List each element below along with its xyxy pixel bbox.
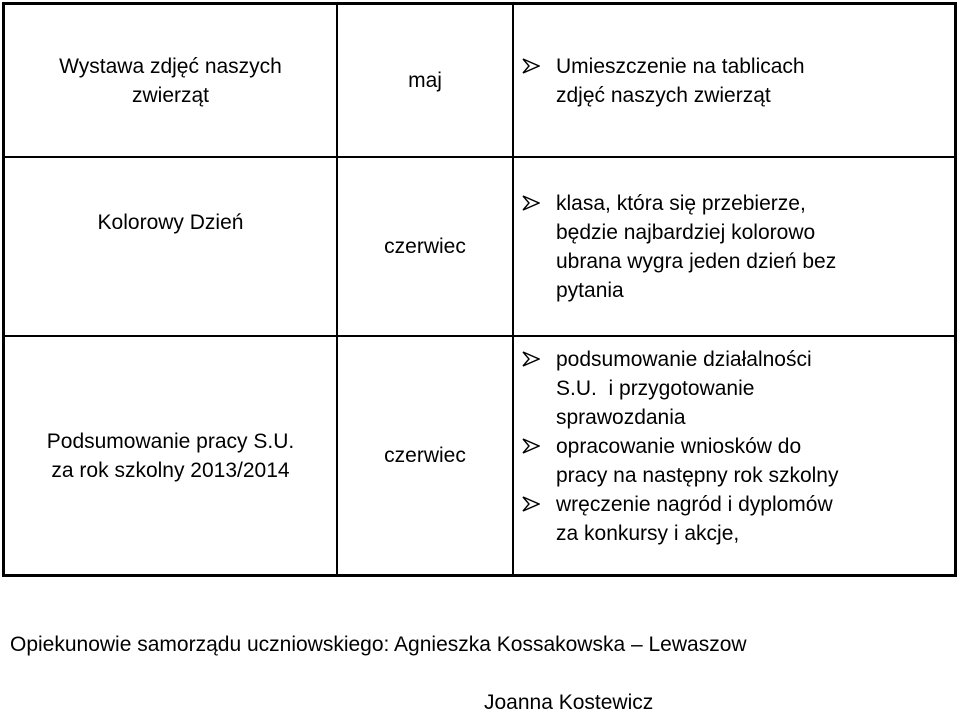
guardians-line: Opiekunowie samorządu uczniowskiego: Agnieszka Kossakowska – Lewaszow — [10, 633, 747, 656]
description-line: pracy na następny rok szkolny — [556, 464, 839, 487]
event-name-cell — [4, 336, 337, 575]
description-line: wręczenie nagród i dyplomów — [556, 493, 833, 516]
month-cell — [337, 336, 513, 575]
description-list — [556, 189, 942, 305]
list-item — [556, 345, 942, 432]
description-line: sprawozdania — [556, 406, 686, 429]
month-label: czerwiec — [384, 444, 466, 467]
description-line: klasa, która się przebierze, — [556, 191, 806, 215]
month-cell — [337, 157, 513, 336]
description-list — [556, 345, 942, 548]
events-table-body — [4, 4, 955, 575]
event-name-cell — [4, 157, 337, 336]
guardian-second-name: Joanna Kostewicz — [484, 691, 654, 714]
list-item — [556, 490, 942, 548]
events-table — [2, 2, 957, 577]
description-line: za konkursy i akcje, — [556, 522, 740, 545]
description-line: zdjęć naszych zwierząt — [556, 83, 771, 107]
description-line: będzie najbardziej kolorowo — [556, 220, 816, 244]
table-row — [4, 4, 955, 157]
list-item — [556, 189, 942, 305]
month-cell — [337, 4, 513, 157]
event-name-line: Kolorowy Dzień — [97, 211, 244, 234]
list-item — [556, 52, 942, 110]
arrowhead-bullet-icon — [522, 52, 540, 81]
event-name-line: Wystawa zdjęć naszych — [59, 54, 282, 78]
arrowhead-bullet-icon — [522, 490, 540, 519]
description-line: opracowanie wniosków do — [556, 435, 802, 458]
description-line: S.U. i przygotowanie — [556, 377, 755, 400]
table-row — [4, 157, 955, 336]
event-name-line: Podsumowanie pracy S.U. — [46, 429, 295, 453]
month-label: czerwiec — [384, 235, 466, 258]
description-list — [556, 52, 942, 110]
description-line: podsumowanie działalności — [556, 348, 812, 371]
event-name-cell — [4, 4, 337, 157]
event-name-line: za rok szkolny 2013/2014 — [51, 458, 290, 482]
event-name-line: zwierząt — [131, 83, 210, 107]
month-label: maj — [408, 69, 442, 92]
description-line: ubrana wygra jeden dzień bez — [556, 249, 837, 273]
arrowhead-bullet-icon — [522, 432, 540, 461]
arrowhead-bullet-icon — [522, 345, 540, 374]
description-cell — [513, 336, 955, 575]
description-line: pytania — [556, 278, 624, 302]
description-line: Umieszczenie na tablicach — [556, 54, 805, 78]
arrowhead-bullet-icon — [522, 189, 540, 218]
description-cell — [513, 4, 955, 157]
description-cell — [513, 157, 955, 336]
table-row — [4, 336, 955, 575]
list-item — [556, 432, 942, 490]
